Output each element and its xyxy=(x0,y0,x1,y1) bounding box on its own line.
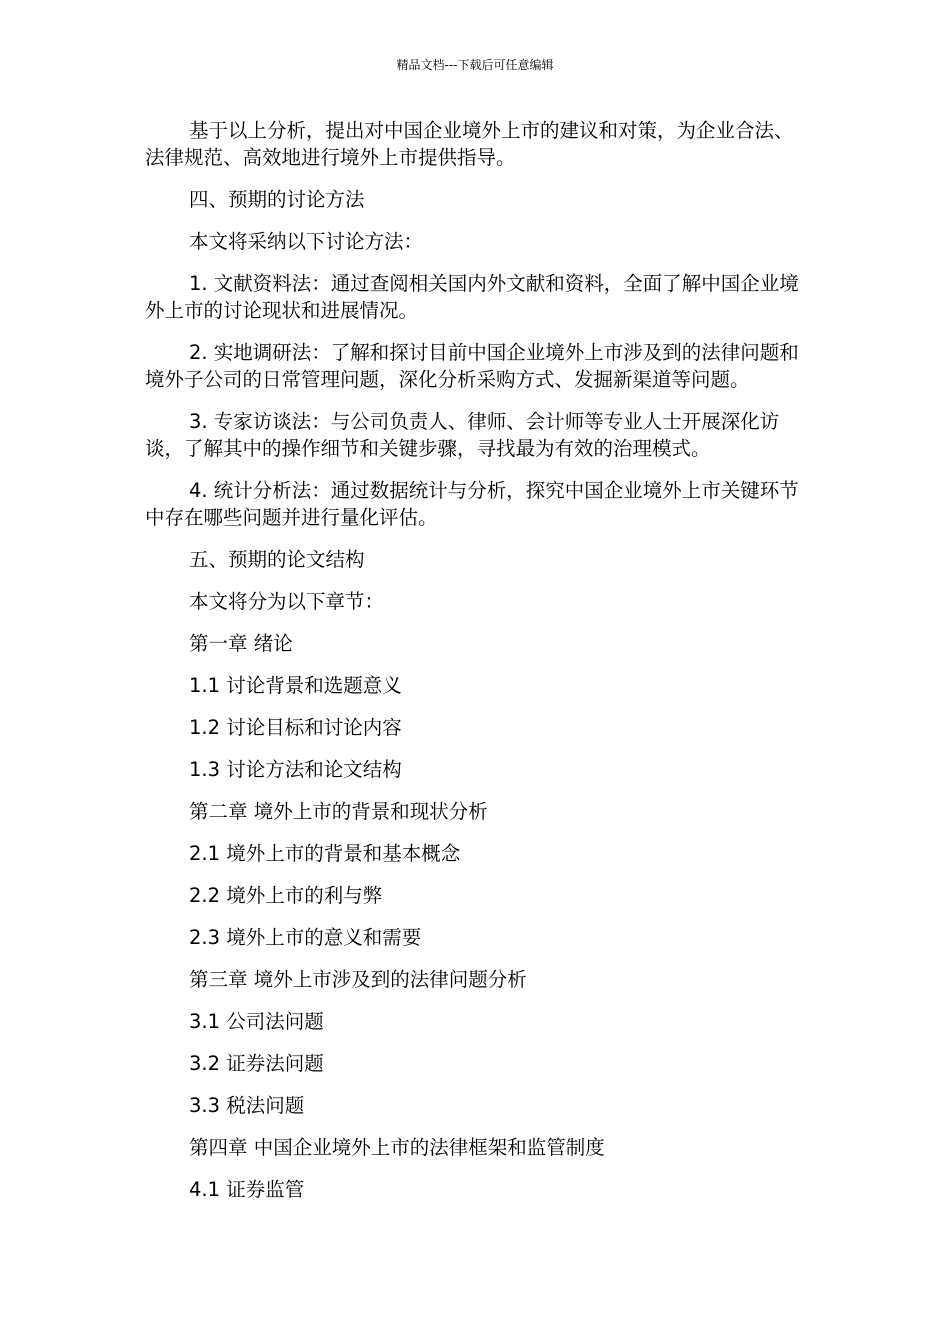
section-heading-methods: 四、预期的讨论方法 xyxy=(189,188,365,211)
toc-item: 1.2 讨论目标和讨论内容 xyxy=(189,716,402,739)
page-header: 精品文档---下载后可任意编辑 xyxy=(396,58,554,72)
section-heading-structure: 五、预期的论文结构 xyxy=(189,548,365,571)
toc-item: 3.3 税法问题 xyxy=(189,1094,305,1117)
chapter-1-heading: 第一章 绪论 xyxy=(189,632,293,655)
toc-item: 3.1 公司法问题 xyxy=(189,1010,324,1033)
toc-item: 2.3 境外上市的意义和需要 xyxy=(189,926,422,949)
toc-item: 1.1 讨论背景和选题意义 xyxy=(189,674,402,697)
paragraph-methods-intro: 本文将采纳以下讨论方法： xyxy=(189,230,424,253)
chapter-4-heading: 第四章 中国企业境外上市的法律框架和监管制度 xyxy=(189,1136,605,1159)
toc-item: 4.1 证券监管 xyxy=(189,1178,305,1201)
chapter-3-heading: 第三章 境外上市涉及到的法律问题分析 xyxy=(189,968,527,991)
toc-item: 3.2 证券法问题 xyxy=(189,1052,324,1075)
document-body xyxy=(145,117,800,1218)
chapter-2-heading: 第二章 境外上市的背景和现状分析 xyxy=(189,800,488,823)
paragraph-conclusion-intro: 基于以上分析，提出对中国企业境外上市的建议和对策，为企业合法、法律规范、高效地进行境外上市提供指导。 xyxy=(145,119,794,169)
method-item-statistics: 4. 统计分析法：通过数据统计与分析，探究中国企业境外上市关键环节中存在哪些问题并进行量化评估。 xyxy=(145,479,799,529)
toc-item: 1.3 讨论方法和论文结构 xyxy=(189,758,402,781)
toc-item: 2.1 境外上市的背景和基本概念 xyxy=(189,842,461,865)
paragraph-structure-intro: 本文将分为以下章节： xyxy=(189,590,385,613)
toc-item: 2.2 境外上市的利与弊 xyxy=(189,884,383,907)
method-item-literature: 1. 文献资料法：通过查阅相关国内外文献和资料，全面了解中国企业境外上市的讨论现状和进展情况。 xyxy=(145,272,799,322)
method-item-expert-interview: 3. 专家访谈法：与公司负责人、律师、会计师等专业人士开展深化访谈，了解其中的操作细节和关键步骤，寻找最为有效的治理模式。 xyxy=(145,410,780,460)
method-item-field-research: 2. 实地调研法：了解和探讨目前中国企业境外上市涉及到的法律问题和境外子公司的日常管理问题，深化分析采购方式、发掘新渠道等问题。 xyxy=(145,341,799,391)
